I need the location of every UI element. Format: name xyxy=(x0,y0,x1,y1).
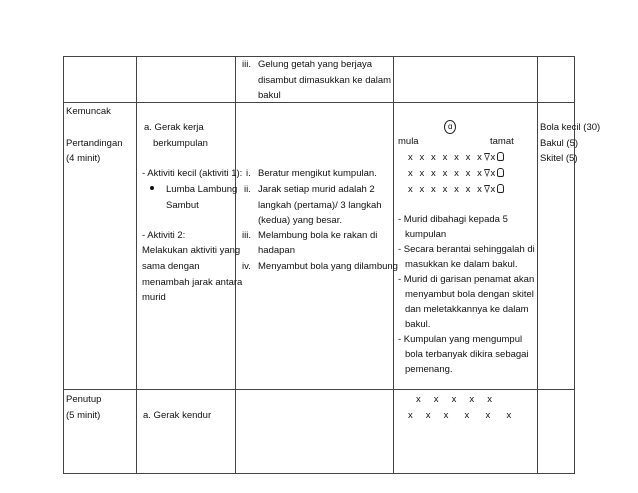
formation-row: x x x x x x x x xyxy=(408,184,504,196)
note-text: - Secara berantai sehinggalah di xyxy=(398,244,535,255)
duration-label: (4 minit) xyxy=(66,153,101,164)
step-text: Beratur mengikut kumpulan. xyxy=(258,168,377,179)
step-number: iii. xyxy=(242,59,251,70)
small-activity-label: - Aktiviti kecil (aktiviti 1): xyxy=(142,168,243,179)
note-text: bola terbanyak dikira sebagai xyxy=(405,349,529,360)
step-text: (kedua) yang besar. xyxy=(258,215,342,226)
basket-icon xyxy=(497,152,504,161)
step-number: ii. xyxy=(244,184,251,195)
activity-description: menambah jarak antara xyxy=(142,277,243,288)
row-border-closing xyxy=(63,389,575,390)
step-number: iv. xyxy=(242,261,251,272)
note-text: kumpulan xyxy=(405,229,447,240)
duration-label: (5 minit) xyxy=(66,410,101,421)
col-border-1 xyxy=(63,56,64,474)
skill-label: a. Gerak kendur xyxy=(143,410,212,421)
small-activity-label: - Aktiviti 2: xyxy=(142,230,186,241)
note-text: - Kumpulan yang mengumpul xyxy=(398,334,523,345)
note-text: bakul. xyxy=(405,319,431,330)
activity-heading: Pertandingan xyxy=(66,138,123,149)
phase-label: Kemuncak xyxy=(66,106,111,117)
formation-row: x x x x x x x x xyxy=(408,168,504,180)
activity-description: Melakukan aktiviti yang xyxy=(142,245,241,256)
equipment-item: Bola kecil (30) xyxy=(540,122,601,133)
equipment-item: Bakul (5) xyxy=(540,138,579,149)
col-border-6 xyxy=(574,56,575,474)
row-border-top xyxy=(63,56,575,57)
step-text: bakul xyxy=(258,90,281,101)
basket-icon xyxy=(497,184,504,193)
row-border-climax xyxy=(63,102,575,103)
bullet-icon xyxy=(150,186,154,190)
start-label: mula xyxy=(398,136,419,147)
step-text: Menyambut bola yang dilambung xyxy=(258,261,398,272)
note-text: menyambut bola dengan skitel xyxy=(405,289,534,300)
finish-label: tamat xyxy=(490,136,514,147)
note-text: - Murid dibahagi kepada 5 xyxy=(398,214,508,225)
step-text: Melambung bola ke rakan di xyxy=(258,230,378,241)
col-border-3 xyxy=(235,56,236,474)
basket-icon xyxy=(497,168,504,177)
cone-icon xyxy=(484,153,490,161)
game-name-cont: Sambut xyxy=(166,200,199,211)
formation-row: x x x x x x x x xyxy=(408,152,504,164)
equipment-item: Skitel (5) xyxy=(540,153,578,164)
step-text: Jarak setiap murid adalah 2 xyxy=(258,184,375,195)
activity-description: sama dengan xyxy=(142,261,200,272)
closing-formation-row: x x x x x xyxy=(416,394,493,405)
cone-icon xyxy=(484,169,490,177)
step-number: iii. xyxy=(242,230,251,241)
skill-label-cont: berkumpulan xyxy=(153,138,208,149)
skill-label: a. Gerak kerja xyxy=(144,122,204,133)
cone-icon xyxy=(484,185,490,193)
step-text: hadapan xyxy=(258,245,295,256)
col-border-2 xyxy=(136,56,137,474)
col-border-5 xyxy=(537,56,538,474)
closing-formation-row: x x x x x x xyxy=(408,410,512,421)
activity-description: murid xyxy=(142,292,166,303)
row-border-bottom xyxy=(63,473,575,474)
step-text: Gelung getah yang berjaya xyxy=(258,59,373,70)
step-text: langkah (pertama)/ 3 langkah xyxy=(258,200,382,211)
ball-icon: ɑ xyxy=(444,120,456,134)
note-text: masukkan ke dalam bakul. xyxy=(405,259,518,270)
note-text: - Murid di garisan penamat akan xyxy=(398,274,535,285)
game-name: Lumba Lambung xyxy=(150,184,237,196)
step-text: disambut dimasukkan ke dalam xyxy=(258,75,392,86)
note-text: dan meletakkannya ke dalam xyxy=(405,304,529,315)
phase-label: Penutup xyxy=(66,394,102,405)
note-text: pemenang. xyxy=(405,364,453,375)
step-number: i. xyxy=(246,168,251,179)
